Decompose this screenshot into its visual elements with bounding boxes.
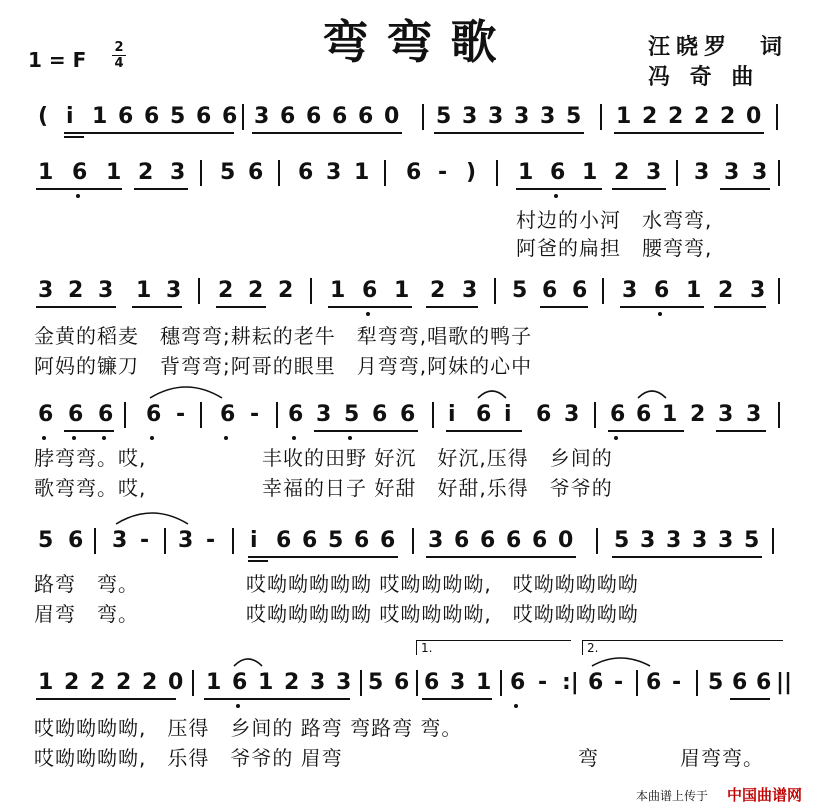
- dash: -: [538, 670, 548, 695]
- note: 6: [220, 402, 236, 427]
- note: i: [504, 402, 512, 427]
- note: 3: [752, 160, 768, 185]
- note: 1: [136, 278, 152, 303]
- note: (: [38, 104, 49, 129]
- note: 2: [138, 160, 154, 185]
- note: 2: [248, 278, 264, 303]
- note: 5: [38, 528, 54, 553]
- time-numerator: 2: [112, 40, 126, 56]
- time-denominator: 4: [114, 56, 124, 71]
- note: 3: [170, 160, 186, 185]
- note: 6: [280, 104, 296, 129]
- note: 3: [336, 670, 352, 695]
- note: 3: [254, 104, 270, 129]
- dash: -: [176, 402, 186, 427]
- lyric-line: 丰收的田野 好沉 好沉,压得 乡间的: [262, 446, 613, 470]
- note: 6: [424, 670, 440, 695]
- note: 5: [512, 278, 528, 303]
- lyric-line: 哎呦呦呦呦, 乐得 爷爷的 眉弯: [34, 746, 343, 770]
- note: i: [250, 528, 258, 553]
- note: 6: [646, 670, 662, 695]
- note: 6: [232, 670, 248, 695]
- note: 6: [532, 528, 548, 553]
- note: 1: [476, 670, 492, 695]
- note: 5: [436, 104, 452, 129]
- volta-2: 2.: [582, 640, 783, 655]
- lyric-line: 歌弯弯。哎,: [34, 476, 147, 500]
- note: 1: [616, 104, 632, 129]
- note: 3: [564, 402, 580, 427]
- note: 6: [542, 278, 558, 303]
- note: 3: [178, 528, 194, 553]
- note: 6: [196, 104, 212, 129]
- dash: -: [206, 528, 216, 553]
- note: i: [66, 104, 74, 129]
- lyric-line: 村边的小河 水弯弯,: [516, 208, 713, 232]
- note: 6: [146, 402, 162, 427]
- note: 6: [572, 278, 588, 303]
- note: 3: [746, 402, 762, 427]
- note: 3: [622, 278, 638, 303]
- note: 3: [718, 402, 734, 427]
- lyric-line: 幸福的日子 好甜 好甜,乐得 爷爷的: [262, 476, 613, 500]
- note: i: [448, 402, 456, 427]
- note: 2: [68, 278, 84, 303]
- note: 1: [582, 160, 598, 185]
- note: 3: [112, 528, 128, 553]
- dash: -: [438, 160, 448, 185]
- note: 2: [142, 670, 158, 695]
- note: 3: [166, 278, 182, 303]
- note: 6: [510, 670, 526, 695]
- tie-slur: [234, 659, 262, 666]
- note: 6: [406, 160, 422, 185]
- tie-slur: [478, 391, 506, 398]
- note: 3: [718, 528, 734, 553]
- note: 6: [72, 160, 88, 185]
- note: 6: [476, 402, 492, 427]
- note: 6: [400, 402, 416, 427]
- note: 6: [394, 670, 410, 695]
- paren: ): [466, 160, 477, 185]
- tie-slur: [116, 513, 188, 524]
- lyricist-credit: 汪晓罗 词: [648, 35, 789, 60]
- lyric-line: 眉弯弯。: [680, 746, 764, 770]
- note: 2: [694, 104, 710, 129]
- volta-1: 1.: [416, 640, 571, 655]
- note: 6: [732, 670, 748, 695]
- note: 3: [98, 278, 114, 303]
- note: 6: [636, 402, 652, 427]
- note: 6: [454, 528, 470, 553]
- note: 6: [506, 528, 522, 553]
- note: 6: [68, 402, 84, 427]
- note: 5: [614, 528, 630, 553]
- dash: -: [672, 670, 682, 695]
- note: 6: [222, 104, 238, 129]
- note: 6: [98, 402, 114, 427]
- note: 0: [384, 104, 400, 129]
- note: 0: [746, 104, 762, 129]
- note: 3: [488, 104, 504, 129]
- note: 1: [686, 278, 702, 303]
- note: 2: [614, 160, 630, 185]
- note: 2: [668, 104, 684, 129]
- composer-credit: 冯 奇 曲: [648, 65, 760, 90]
- note: 5: [368, 670, 384, 695]
- note: 1: [106, 160, 122, 185]
- note: 3: [750, 278, 766, 303]
- footer-text: 本曲谱上传于: [636, 789, 709, 803]
- note: 2: [718, 278, 734, 303]
- note: 3: [428, 528, 444, 553]
- note: 6: [118, 104, 134, 129]
- note: 2: [690, 402, 706, 427]
- note: 6: [306, 104, 322, 129]
- note: 6: [248, 160, 264, 185]
- note: 2: [430, 278, 446, 303]
- note: 5: [744, 528, 760, 553]
- note: 1: [662, 402, 678, 427]
- note: 6: [302, 528, 318, 553]
- note: 1: [330, 278, 346, 303]
- note: 3: [514, 104, 530, 129]
- note: 3: [692, 528, 708, 553]
- note: 2: [284, 670, 300, 695]
- lyric-line: 路弯 弯。: [34, 572, 139, 596]
- lyric-line: 弯: [578, 746, 599, 770]
- lyric-line: 哎呦呦呦呦呦 哎呦呦呦呦, 哎呦呦呦呦呦: [246, 602, 639, 626]
- note: 6: [144, 104, 160, 129]
- note: 0: [168, 670, 184, 695]
- lyric-line: 哎呦呦呦呦呦 哎呦呦呦呦, 哎呦呦呦呦呦: [246, 572, 639, 596]
- note: 5: [220, 160, 236, 185]
- note: 6: [380, 528, 396, 553]
- note: 5: [344, 402, 360, 427]
- note: 0: [558, 528, 574, 553]
- lyric-line: 脖弯弯。哎,: [34, 446, 147, 470]
- note: 3: [462, 104, 478, 129]
- note: 6: [536, 402, 552, 427]
- note: 6: [550, 160, 566, 185]
- note: 3: [38, 278, 54, 303]
- note: 1: [92, 104, 108, 129]
- note: 3: [310, 670, 326, 695]
- tie-slur: [150, 387, 222, 398]
- note: 3: [694, 160, 710, 185]
- note: 3: [540, 104, 556, 129]
- note: 3: [640, 528, 656, 553]
- tie-slur: [638, 391, 666, 398]
- note: 5: [708, 670, 724, 695]
- note: 3: [316, 402, 332, 427]
- final-barline: ||: [776, 670, 793, 695]
- note: 1: [258, 670, 274, 695]
- note: 2: [64, 670, 80, 695]
- note: 3: [326, 160, 342, 185]
- note: 5: [328, 528, 344, 553]
- dash: -: [140, 528, 150, 553]
- note: 6: [68, 528, 84, 553]
- note: 3: [646, 160, 662, 185]
- lyric-line: 金黄的稻麦 穗弯弯;耕耘的老牛 犁弯弯,唱歌的鸭子: [34, 324, 533, 348]
- note: 6: [38, 402, 54, 427]
- note: 6: [332, 104, 348, 129]
- lyric-line: 哎呦呦呦呦, 压得 乡间的 路弯 弯路弯 弯。: [34, 716, 463, 740]
- song-title: 弯弯歌: [322, 15, 515, 69]
- note: 1: [38, 670, 54, 695]
- note: 1: [38, 160, 54, 185]
- note: 2: [278, 278, 294, 303]
- note: 1: [394, 278, 410, 303]
- note: 6: [756, 670, 772, 695]
- lyric-line: 眉弯 弯。: [34, 602, 139, 626]
- dash: -: [250, 402, 260, 427]
- note: 6: [276, 528, 292, 553]
- note: 5: [566, 104, 582, 129]
- note: 3: [666, 528, 682, 553]
- note: 2: [720, 104, 736, 129]
- repeat-sign: :|: [562, 670, 579, 695]
- tie-slur: [592, 658, 650, 666]
- note: 5: [170, 104, 186, 129]
- note: 6: [298, 160, 314, 185]
- note: 6: [588, 670, 604, 695]
- lyric-line: 阿爸的扁担 腰弯弯,: [516, 236, 713, 260]
- note: 6: [354, 528, 370, 553]
- note: 6: [288, 402, 304, 427]
- note: 6: [610, 402, 626, 427]
- note: 1: [206, 670, 222, 695]
- note: 1: [518, 160, 534, 185]
- note: 6: [372, 402, 388, 427]
- note: 3: [450, 670, 466, 695]
- note: 1: [354, 160, 370, 185]
- note: 3: [724, 160, 740, 185]
- note: 6: [654, 278, 670, 303]
- note: 2: [116, 670, 132, 695]
- key-signature: 1 = F: [28, 48, 87, 72]
- note: 2: [218, 278, 234, 303]
- site-logo[interactable]: 中国曲谱网: [727, 786, 803, 804]
- lyric-line: 阿妈的镰刀 背弯弯;阿哥的眼里 月弯弯,阿妹的心中: [34, 354, 533, 378]
- note: 6: [362, 278, 378, 303]
- note: 3: [462, 278, 478, 303]
- note: 6: [358, 104, 374, 129]
- dash: -: [614, 670, 624, 695]
- note: 2: [90, 670, 106, 695]
- note: 2: [642, 104, 658, 129]
- note: 6: [480, 528, 496, 553]
